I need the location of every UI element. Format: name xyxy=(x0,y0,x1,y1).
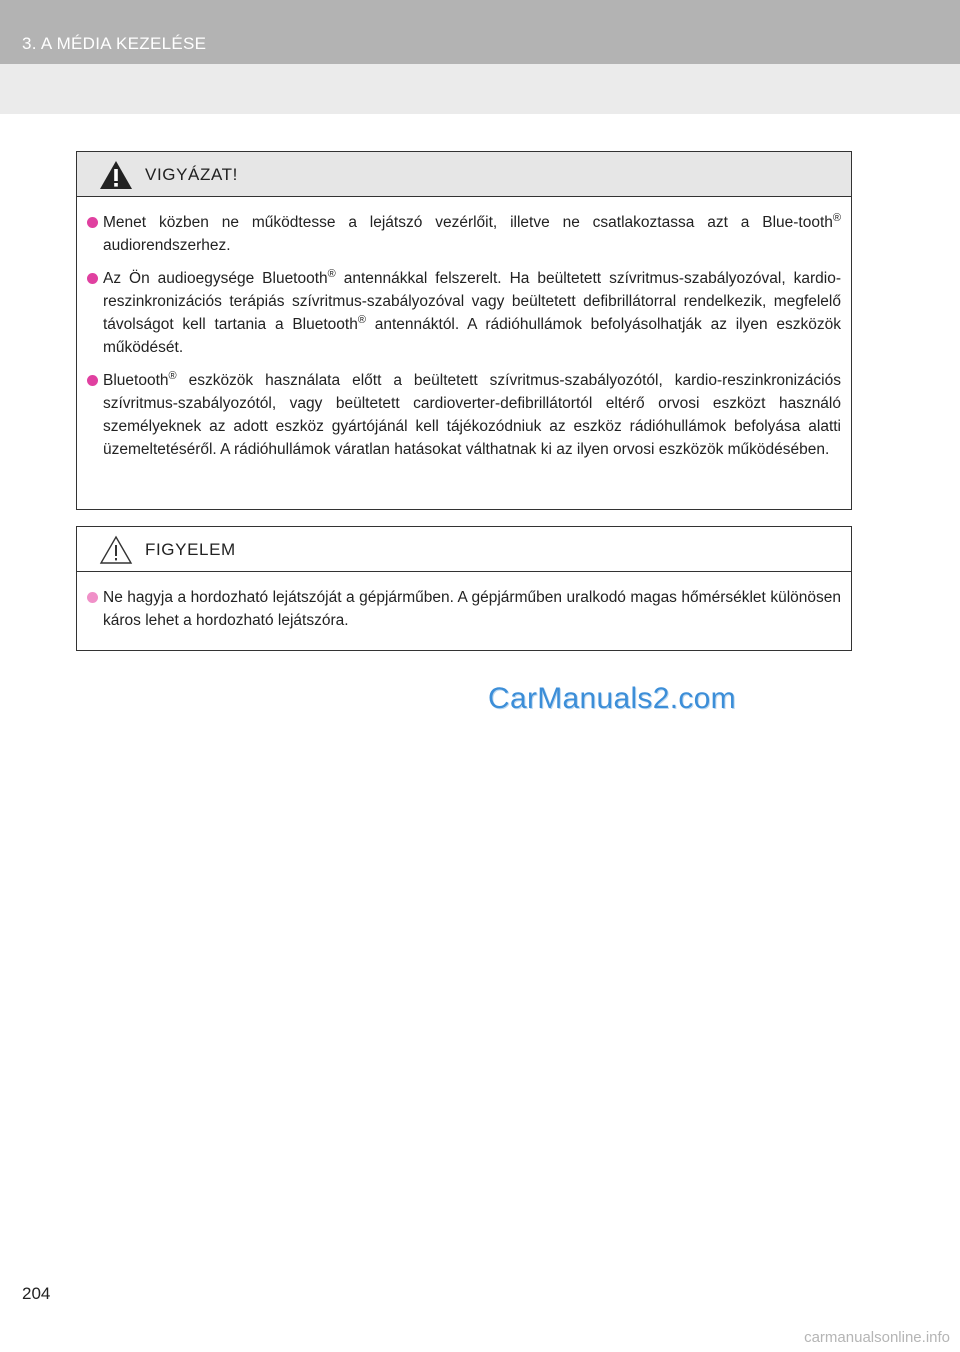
warning-icon xyxy=(99,160,133,190)
caution-header xyxy=(77,152,851,197)
notice-header xyxy=(77,527,851,572)
warning-outline-icon xyxy=(99,535,133,565)
caution-item: Az Ön audioegysége Bluetooth® antennákkal felszerelt. Ha beültetett szívritmus-szabályozóval, kardio-reszinkronizációs terápiás szívritmus-szabályozóval vagy beültetett defibrillátorral rendelkezik, megfelelő távolságot kell tartania a Bluetooth® antennáktól. A rádióhullámok befolyásolhatják az ilyen eszközök működését. xyxy=(87,267,841,359)
bullet-icon xyxy=(87,273,98,284)
header-band xyxy=(0,0,960,64)
bullet-icon xyxy=(87,375,98,386)
caution-item: Bluetooth® eszközök használata előtt a beültetett szívritmus-szabályozótól, kardio-reszinkronizációs szívritmus-szabályozótól, vagy beültetett cardioverter-defibrillátortól eltérő orvosi eszközt használó személyeknek az adott eszköz gyártójánál kell tájékozódniuk az eszköz rádióhullámok befolyása alatti üzemeltetéséről. A rádióhullámok váratlan hatásokat válthatnak ki az ilyen orvosi eszközök működésében. xyxy=(87,369,841,461)
watermark-logo: CarManuals2.com xyxy=(488,682,736,715)
bullet-icon xyxy=(87,217,98,228)
caution-title: VIGYÁZAT! xyxy=(145,165,238,184)
chapter-title: 3. A MÉDIA KEZELÉSE xyxy=(22,34,207,53)
notice-title: FIGYELEM xyxy=(145,540,236,559)
bullet-icon xyxy=(87,592,98,603)
footer-watermark: carmanualsonline.info xyxy=(804,1329,950,1346)
header-subband xyxy=(0,64,960,114)
caution-box xyxy=(76,151,852,510)
notice-item: Ne hagyja a hordozható lejátszóját a gépjárműben. A gépjárműben uralkodó magas hőmérséklet különösen káros lehet a hordozható lejátszóra. xyxy=(87,586,841,632)
notice-box xyxy=(76,526,852,651)
page-number: 204 xyxy=(22,1284,51,1303)
caution-item: Menet közben ne működtesse a lejátszó vezérlőit, illetve ne csatlakoztassa azt a Blue-tooth® audiorendszerhez. xyxy=(87,211,841,257)
